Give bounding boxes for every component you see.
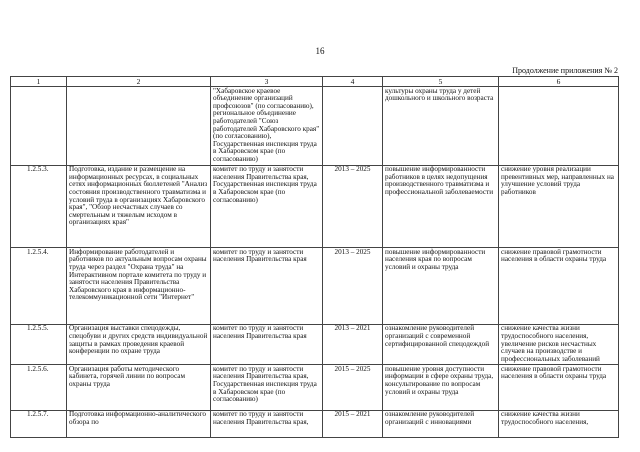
column-header: 5 bbox=[383, 77, 499, 87]
table-row bbox=[11, 87, 619, 166]
table-row bbox=[11, 365, 619, 411]
appendix-continuation-note: Продолжение приложения № 2 bbox=[512, 66, 618, 75]
cell-final-result: снижение правовой грамотности населения в области охраны труда bbox=[499, 365, 619, 411]
cell-number: 1.2.5.3. bbox=[11, 165, 67, 248]
column-header: 2 bbox=[67, 77, 211, 87]
table-row bbox=[11, 165, 619, 248]
cell-period: 2013 – 2025 bbox=[323, 248, 383, 325]
cell-final-result: снижение уровня реализации превентивных мер, направленных на улучшение условий труда работников bbox=[499, 165, 619, 248]
column-header: 6 bbox=[499, 77, 619, 87]
table-header-row bbox=[11, 77, 619, 87]
table-row bbox=[11, 324, 619, 365]
cell-direct-result: ознакомление руководителей организаций с современной сертифицированной спецодеждой bbox=[383, 324, 499, 365]
column-header: 4 bbox=[323, 77, 383, 87]
cell-final-result bbox=[499, 87, 619, 166]
cell-number: 1.2.5.7. bbox=[11, 410, 67, 438]
column-header: 1 bbox=[11, 77, 67, 87]
cell-activity: Подготовка, издание и размещение на информационных ресурсах, в социальных сетях информационных бюллетеней "Анализ состояния производственного травматизма и условий труда в организациях Хабаровского края", "Обзор несчастных случаев со смертельным и тяжелым исходом в организациях края" bbox=[67, 165, 211, 248]
cell-period: 2013 – 2021 bbox=[323, 324, 383, 365]
cell-executor: "Хабаровское краевое объединение организаций профсоюзов" (по согласованию), региональное объединение работодателей "Союз работодателей Хабаровского края" (по согласованию), Государственная инспекция труда в Хабаровском крае (по согласованию) bbox=[211, 87, 323, 166]
cell-final-result: снижение качества жизни трудоспособного населения, bbox=[499, 410, 619, 438]
cell-executor: комитет по труду и занятости населения Правительства края bbox=[211, 248, 323, 325]
cell-direct-result: повышение информированности работников в целях недопущения производственного травматизма и профессиональной заболеваемости bbox=[383, 165, 499, 248]
cell-executor: комитет по труду и занятости населения Правительства края, Государственная инспекция труда в Хабаровском крае (по согласованию) bbox=[211, 365, 323, 411]
cell-direct-result: ознакомление руководителей организаций с инновациями bbox=[383, 410, 499, 438]
table-row bbox=[11, 248, 619, 325]
cell-number bbox=[11, 87, 67, 166]
cell-number: 1.2.5.5. bbox=[11, 324, 67, 365]
cell-period: 2015 – 2021 bbox=[323, 410, 383, 438]
table-row bbox=[11, 410, 619, 438]
cell-period: 2013 – 2025 bbox=[323, 165, 383, 248]
cell-activity bbox=[67, 87, 211, 166]
cell-period: 2015 – 2025 bbox=[323, 365, 383, 411]
cell-final-result: снижение правовой грамотности населения в области охраны труда bbox=[499, 248, 619, 325]
cell-activity: Организация работы методического кабинета, горячей линии по вопросам охраны труда bbox=[67, 365, 211, 411]
cell-direct-result: повышение информированности населения края по вопросам условий и охраны труда bbox=[383, 248, 499, 325]
cell-activity: Подготовка информационно-аналитического обзора по bbox=[67, 410, 211, 438]
cell-direct-result: повышение уровня доступности информации в сфере охраны труда, консультирование по вопросам условий и охраны труда bbox=[383, 365, 499, 411]
cell-direct-result: культуры охраны труда у детей дошкольного и школьного возраста bbox=[383, 87, 499, 166]
cell-number: 1.2.5.4. bbox=[11, 248, 67, 325]
column-header: 3 bbox=[211, 77, 323, 87]
cell-executor: комитет по труду и занятости населения Правительства края bbox=[211, 324, 323, 365]
cell-activity: Информирование работодателей и работников по актуальным вопросам охраны труда через раздел "Охрана труда" на Интерактивном портале комитета по труду и занятости населения Правительства Хабаровского края в информационно-телекоммуникационной сети "Интернет" bbox=[67, 248, 211, 325]
cell-executor: комитет по труду и занятости населения Правительства края, bbox=[211, 410, 323, 438]
cell-number: 1.2.5.6. bbox=[11, 365, 67, 411]
cell-final-result: снижение качества жизни трудоспособного населения, увеличение рисков несчастных случаев на производстве и профессиональных заболеваний bbox=[499, 324, 619, 365]
cell-period bbox=[323, 87, 383, 166]
cell-executor: комитет по труду и занятости населения Правительства края, Государственная инспекция труда в Хабаровском крае (по согласованию) bbox=[211, 165, 323, 248]
page-number: 16 bbox=[315, 46, 325, 56]
cell-activity: Организация выставки спецодежды, спецобуви и других средств индивидуальной защиты в рамках проведения краевой конференции по охране труда bbox=[67, 324, 211, 365]
measures-table bbox=[10, 76, 619, 438]
